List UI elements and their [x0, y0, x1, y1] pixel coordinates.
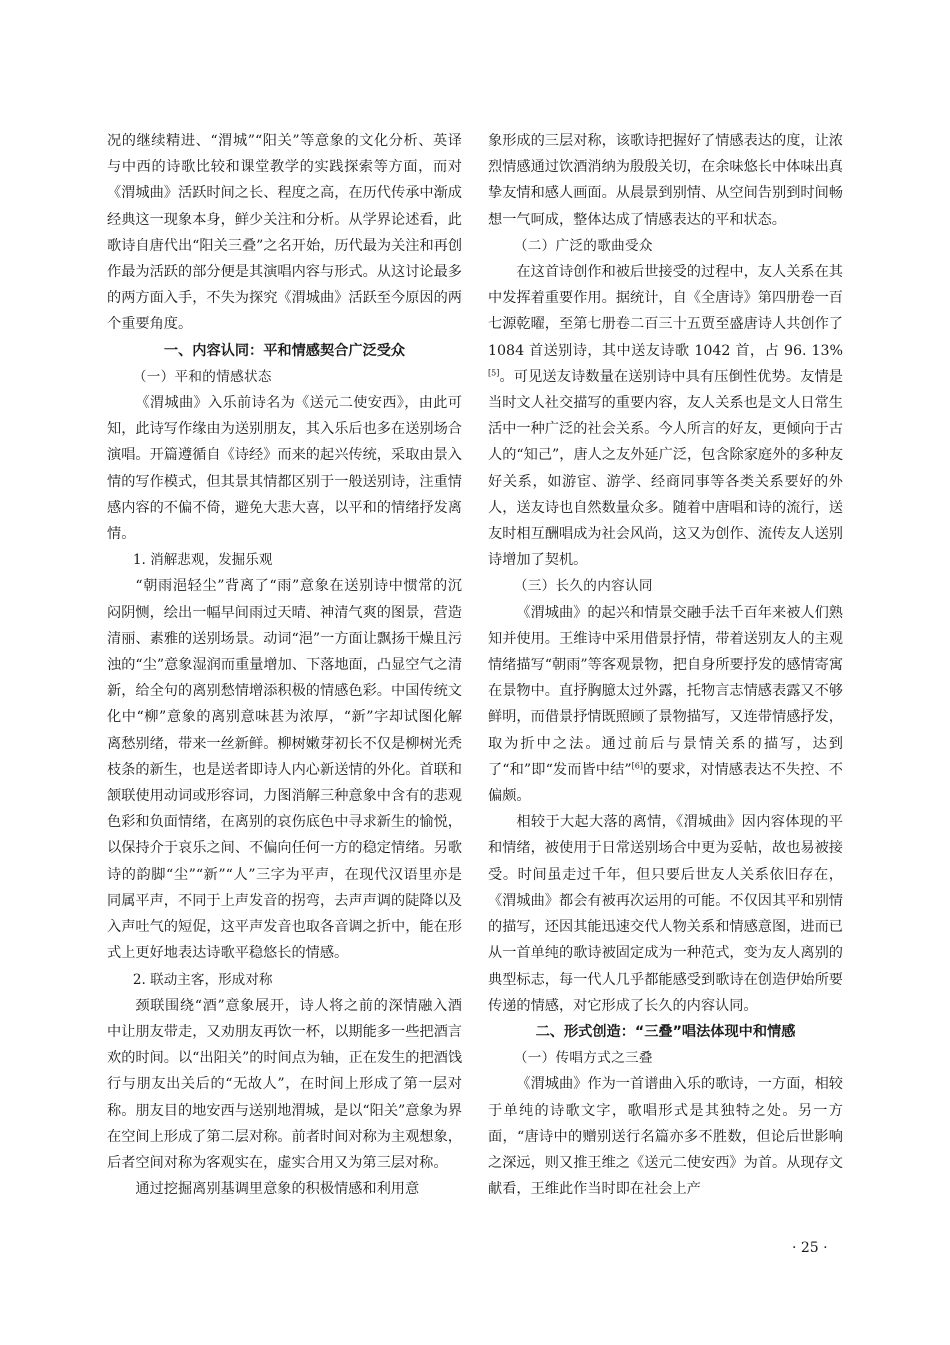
- subsection-heading: （一）传唱方式之三叠: [513, 1050, 653, 1067]
- left-column: [107, 128, 462, 1202]
- paragraph: [488, 600, 843, 810]
- paragraph-text: 《渭城曲》的起兴和情景交融手法千百年来被人们熟知并使用。王维诗中采用借景抒情，带着送别友人的主观情绪描写“朝雨”等客观景物，把自身所要抒发的感情寄寓在景物中。直抒胸臆太过外露，托物言志情感表露又不够鲜明，而借景抒情既照顾了景物描写，又连带情感抒发，取为折中之法。通过前后与景情关系的描写，达到了“和”即“发而皆中结”: [488, 604, 844, 778]
- paragraph: 相较于大起大落的离情，《渭城曲》因内容体现的平和情绪，被使用于日常送别场合中更为妥帖，故也易被接受。时间虽走过千年，但只要后世友人关系依旧存在，《渭城曲》都会有被再次运用的可能。不仅因其平和别情的描写，还因其能迅速交代人物关系和情感意图，进而已从一首单纯的歌诗被固定成为一种范式，变为友人离别的典型标志，每一代人几乎都能感受到歌诗在创造伊始所要传递的情感，对它形成了长久的内容认同。: [488, 814, 843, 1014]
- right-column: [488, 128, 843, 1202]
- page-number: · 25 ·: [792, 1240, 828, 1256]
- paragraph-text: 的要求，对情感表达不失控、不偏颇。: [488, 761, 843, 805]
- subsection-heading: （一）平和的情感状态: [132, 368, 272, 385]
- paragraph: “朝雨浥轻尘”背离了“雨”意象在送别诗中惯常的沉闷阴恻，绘出一幅早间雨过天晴、神清气爽的图景，营造清丽、素雅的送别场景。动词“浥”一方面让飘扬干燥且污浊的“尘”意象湿润而重量增加、下落地面，凸显空气之清新，给全句的离别愁情增添积极的情感色彩。中国传统文化中“柳”意象的离别意味甚为浓厚，“新”字却试图化解离愁别绪，带来一丝新鲜。柳树嫩芽初长不仅是柳树光秃枝条的新生，也是送者即诗人内心新送情的外化。首联和颔联使用动词或形容词，力图消解三种意象中含有的悲观色彩和负面情绪，在离别的哀伤底色中寻求新生的愉悦，以保持介于哀乐之间、不偏向任何一方的稳定情绪。另歌诗的韵脚“尘”“新”“人”三字为平声，在现代汉语里亦是同属平声，不同于上声发音的拐弯，去声声调的陡降以及入声吐气的短促，这平声发音也取各音调之折中，能在形式上更好地表达诗歌平稳悠长的情感。: [107, 578, 463, 962]
- paragraph: [488, 259, 843, 573]
- citation-ref: [6]: [631, 761, 643, 771]
- paragraph: 象形成的三层对称，该歌诗把握好了情感表达的度，让浓烈情感通过饮酒消纳为殷殷关切，在余味悠长中体味出真挚友情和感人画面。从晨景到别情、从空间告别到时间畅想一气呵成，整体达成了情感表达的平和状态。: [488, 133, 843, 228]
- paragraph-text: 。可见送友诗数量在送别诗中具有压倒性优势。友情是当时文人社交描写的重要内容，友人关系也是文人日常生活中一种广泛的社会关系。今人所言的好友，更倾向于古人的“知己”，唐人之友外延广泛，包含除家庭外的多种友好关系，如游宦、游学、经商同事等各类关系要好的外人，送友诗也自然数量众多。随着中唐唱和诗的流行，送友时相互酬唱成为社会风尚，这又为创作、流传友人送别诗增加了契机。: [488, 368, 844, 569]
- section-heading: 二、形式创造：“三叠”唱法体现中和情感: [535, 1023, 796, 1040]
- item-heading: 2. 联动主客，形成对称: [132, 971, 273, 988]
- paragraph: 《渭城曲》作为一首谱曲入乐的歌诗，一方面，相较于单纯的诗歌文字，歌唱形式是其独特之处。另一方面，“唐诗中的赠别送行名篇亦多不胜数，但论后世影响之深远，则又推王维之《送元二使安西》为首。从现存文献看，王维此作当时即在社会上产: [488, 1076, 843, 1198]
- paragraph: 通过挖掘离别基调里意象的积极情感和利用意: [135, 1181, 420, 1198]
- paragraph: 颈联围绕“酒”意象展开，诗人将之前的深情融入酒中让朋友带走，又劝朋友再饮一杯，以期能多一些把酒言欢的时间。以“出阳关”的时间点为轴，正在发生的把酒饯行与朋友出关后的“无故人”，在时间上形成了第一层对称。朋友目的地安西与送别地渭城，是以“阳关”意象为界在空间上形成了第二层对称。前者时间对称为主观想象，后者空间对称为客观实在，虚实合用又为第三层对称。: [107, 997, 463, 1171]
- subsection-heading: （三）长久的内容认同: [513, 578, 653, 595]
- paragraph-text: 在这首诗创作和被后世接受的过程中，友人关系在其中发挥着重要作用。据统计，自《全唐诗》第四册卷一百七源乾曜，至第七册卷二百三十五贾至盛唐诗人共创作了 1084 首送别诗，其中送友诗歌 1042 首，占 96. 13%: [488, 264, 843, 359]
- paragraph: 况的继续精进、“渭城”“阳关”等意象的文化分析、英译与中西的诗歌比较和课堂教学的实践探索等方面，而对《渭城曲》活跃时间之长、程度之高，在历代传承中渐成经典这一现象本身，鲜少关注和分析。从学界论述看，此歌诗自唐代出“阳关三叠”之名开始，历代最为关注和再创作最为活跃的部分便是其演唱内容与形式。从这讨论最多的两方面入手，不失为探究《渭城曲》活跃至今原因的两个重要角度。: [107, 133, 463, 333]
- item-heading: 1. 消解悲观，发掘乐观: [132, 552, 273, 569]
- subsection-heading: （二）广泛的歌曲受众: [513, 237, 653, 254]
- citation-ref: [5]: [488, 368, 500, 378]
- paragraph: 《渭城曲》入乐前诗名为《送元二使安西》，由此可知，此诗写作缘由为送别朋友，其入乐后也多在送别场合演唱。开篇遵循自《诗经》而来的起兴传统，采取由景入情的写作模式，但其景其情都区别于一般送别诗，注重情感内容的不偏不倚，避免大悲大喜，以平和的情绪抒发离情。: [107, 395, 462, 543]
- section-heading: 一、内容认同：平和情感契合广泛受众: [163, 342, 406, 359]
